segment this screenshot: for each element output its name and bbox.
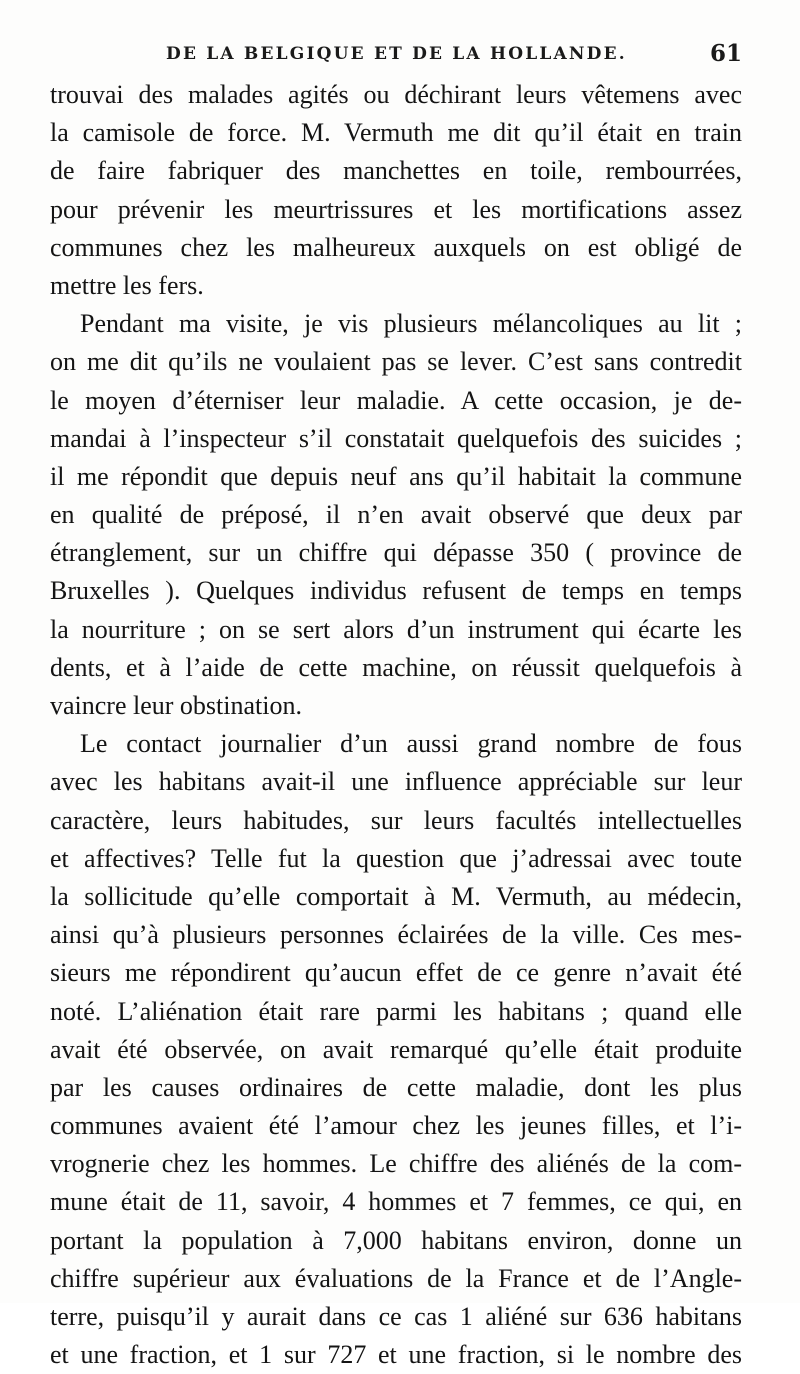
text-line: portant la population à 7,000 habitans environ, donne un <box>50 1225 742 1255</box>
text-line: avec les habitans avait-il une influence appréciable sur leur <box>50 767 742 797</box>
text-line: en qualité de préposé, il n’en avait observé que deux par <box>50 500 742 530</box>
paragraph <box>50 76 742 305</box>
text-line: mandai à l’inspecteur s’il constatait quelquefois des suicides ; <box>50 423 742 453</box>
text-line: il me répondit que depuis neuf ans qu’il habitait la commune <box>50 461 742 491</box>
text-line: Le contact journalier d’un aussi grand nombre de fous <box>80 729 742 759</box>
page-number: 61 <box>709 40 742 67</box>
text-line: et affectives? Telle fut la question que j’adressai avec toute <box>50 843 742 873</box>
text-line: pour prévenir les meurtrissures et les mortifications assez <box>50 194 742 224</box>
running-title: DE LA BELGIQUE ET DE LA HOLLANDE. <box>166 44 627 64</box>
text-line: communes avaient été l’amour chez les jeunes filles, et l’i- <box>50 1111 742 1141</box>
text-line: la nourriture ; on se sert alors d’un instrument qui écarte les <box>50 614 742 644</box>
text-line: vrognerie chez les hommes. Le chiffre des aliénés de la com- <box>50 1149 742 1179</box>
text-line: mettre les fers. <box>50 270 204 300</box>
text-line: communes chez les malheureux auxquels on est obligé de <box>50 232 742 262</box>
text-line: la camisole de force. M. Vermuth me dit qu’il était en train <box>50 118 742 148</box>
paragraph <box>50 305 742 725</box>
text-line: mune était de 11, savoir, 4 hommes et 7 femmes, ce qui, en <box>50 1187 742 1217</box>
text-line: avait été observée, on avait remarqué qu’elle était produite <box>50 1034 742 1064</box>
text-line: chiffre supérieur aux évaluations de la France et de l’Angle- <box>50 1263 742 1293</box>
text-line: noté. L’aliénation était rare parmi les habitans ; quand elle <box>50 996 742 1026</box>
text-line: et une fraction, et 1 sur 727 et une fraction, si le nombre des <box>50 1340 742 1370</box>
text-line: caractère, leurs habitudes, sur leurs facultés intellectuelles <box>50 805 742 835</box>
text-line: Bruxelles ). Quelques individus refusent de temps en temps <box>50 576 742 606</box>
text-line: sieurs me répondirent qu’aucun effet de ce genre n’avait été <box>50 958 742 988</box>
text-line: trouvai des malades agités ou déchirant leurs vêtemens avec <box>50 80 742 109</box>
text-line: la sollicitude qu’elle comportait à M. Vermuth, au médecin, <box>50 881 742 911</box>
text-line: le moyen d’éterniser leur maladie. A cette occasion, je de- <box>50 385 742 415</box>
running-head <box>150 40 742 72</box>
text-line: on me dit qu’ils ne voulaient pas se lever. C’est sans contredit <box>50 347 742 377</box>
text-line: vaincre leur obstination. <box>50 691 302 720</box>
body-text <box>50 76 742 1374</box>
text-line: dents, et à l’aide de cette machine, on réussit quelquefois à <box>50 652 742 682</box>
text-line: étranglement, sur un chiffre qui dépasse 350 ( province de <box>50 538 742 568</box>
text-line: ainsi qu’à plusieurs personnes éclairées de la ville. Ces mes- <box>50 920 742 950</box>
text-line: Pendant ma visite, je vis plusieurs mélancoliques au lit ; <box>80 309 742 339</box>
paragraph <box>50 725 742 1374</box>
text-line: par les causes ordinaires de cette maladie, dont les plus <box>50 1072 742 1102</box>
text-line: de faire fabriquer des manchettes en toile, rembourrées, <box>50 156 742 186</box>
text-line: terre, puisqu’il y aurait dans ce cas 1 aliéné sur 636 habitans <box>50 1302 742 1331</box>
